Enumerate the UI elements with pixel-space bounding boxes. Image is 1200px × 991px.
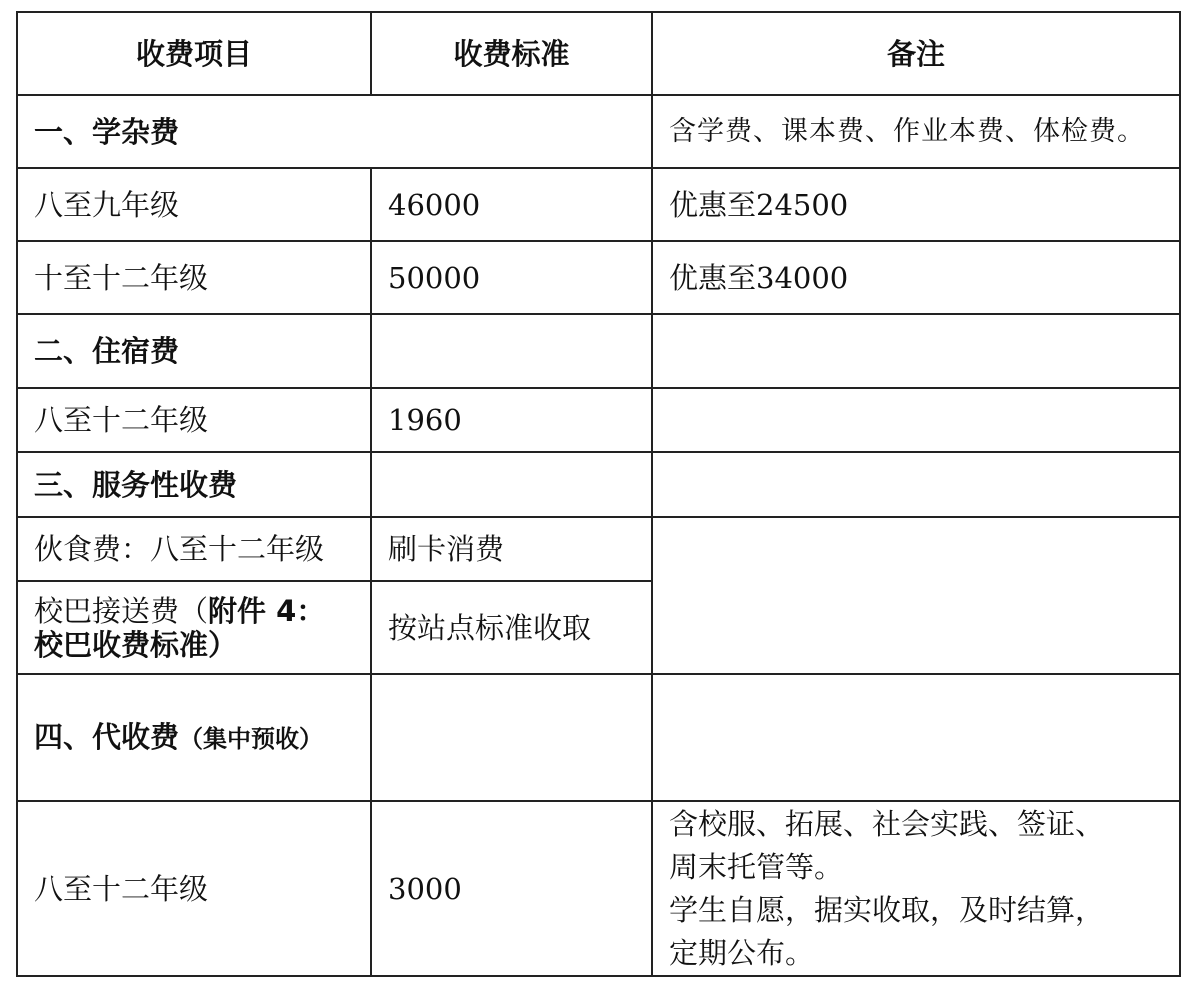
- section-row-service: [17, 452, 1180, 517]
- standard-cell: 刷卡消费: [371, 517, 652, 581]
- section-title-agency: 四、代收费: [34, 719, 180, 754]
- empty-cell: [652, 517, 1180, 674]
- empty-cell: [371, 674, 652, 801]
- item-cell: 十至十二年级: [17, 241, 371, 314]
- item-cell: 八至九年级: [17, 168, 371, 241]
- item-cell: 伙食费：八至十二年级: [17, 517, 371, 581]
- empty-cell: [371, 452, 652, 517]
- header-row: [17, 12, 1180, 95]
- section-title-boarding: 二、住宿费: [17, 314, 371, 388]
- bus-item-attachment: 附件 4：: [208, 593, 326, 628]
- item-cell: 八至十二年级: [17, 801, 371, 976]
- agency-note-line: 周末托管等。: [669, 849, 844, 884]
- table-row: [17, 241, 1180, 314]
- table-row: [17, 388, 1180, 452]
- section-row-tuition: [17, 95, 1180, 168]
- table-row: [17, 168, 1180, 241]
- header-standard: 收费标准: [371, 12, 652, 95]
- item-cell: 八至十二年级: [17, 388, 371, 452]
- section-title-agency-suffix: （集中预收）: [179, 724, 324, 753]
- empty-cell: [652, 452, 1180, 517]
- agency-note-line: 含校服、拓展、社会实践、签证、: [669, 806, 1105, 841]
- section-title-agency-cell: [17, 674, 371, 801]
- note-cell: 优惠至34000: [652, 241, 1180, 314]
- empty-cell: [371, 314, 652, 388]
- standard-cell: 46000: [371, 168, 652, 241]
- section-title-tuition: 一、学杂费: [17, 95, 652, 168]
- note-cell: 优惠至24500: [652, 168, 1180, 241]
- standard-cell: 按站点标准收取: [371, 581, 652, 674]
- section-title-service: 三、服务性收费: [17, 452, 371, 517]
- agency-note-line: 定期公布。: [669, 935, 815, 970]
- header-note: 备注: [652, 12, 1180, 95]
- empty-cell: [652, 314, 1180, 388]
- table-row: [17, 801, 1180, 976]
- standard-cell: 50000: [371, 241, 652, 314]
- bus-item-attachment-line2: 校巴收费标准）: [34, 627, 238, 662]
- empty-cell: [652, 388, 1180, 452]
- header-item: 收费项目: [17, 12, 371, 95]
- section-row-boarding: [17, 314, 1180, 388]
- section-row-agency: [17, 674, 1180, 801]
- item-cell: [17, 581, 371, 674]
- bus-item-prefix: 校巴接送费（: [34, 593, 209, 628]
- standard-cell: 1960: [371, 388, 652, 452]
- tuition-note: 含学费、课本费、作业本费、体检费。: [652, 95, 1180, 168]
- standard-cell: 3000: [371, 801, 652, 976]
- agency-note-line: 学生自愿，据实收取，及时结算，: [669, 892, 1105, 927]
- empty-cell: [652, 674, 1180, 801]
- note-cell: [652, 801, 1180, 976]
- fee-table: [16, 11, 1181, 977]
- table-row: [17, 517, 1180, 581]
